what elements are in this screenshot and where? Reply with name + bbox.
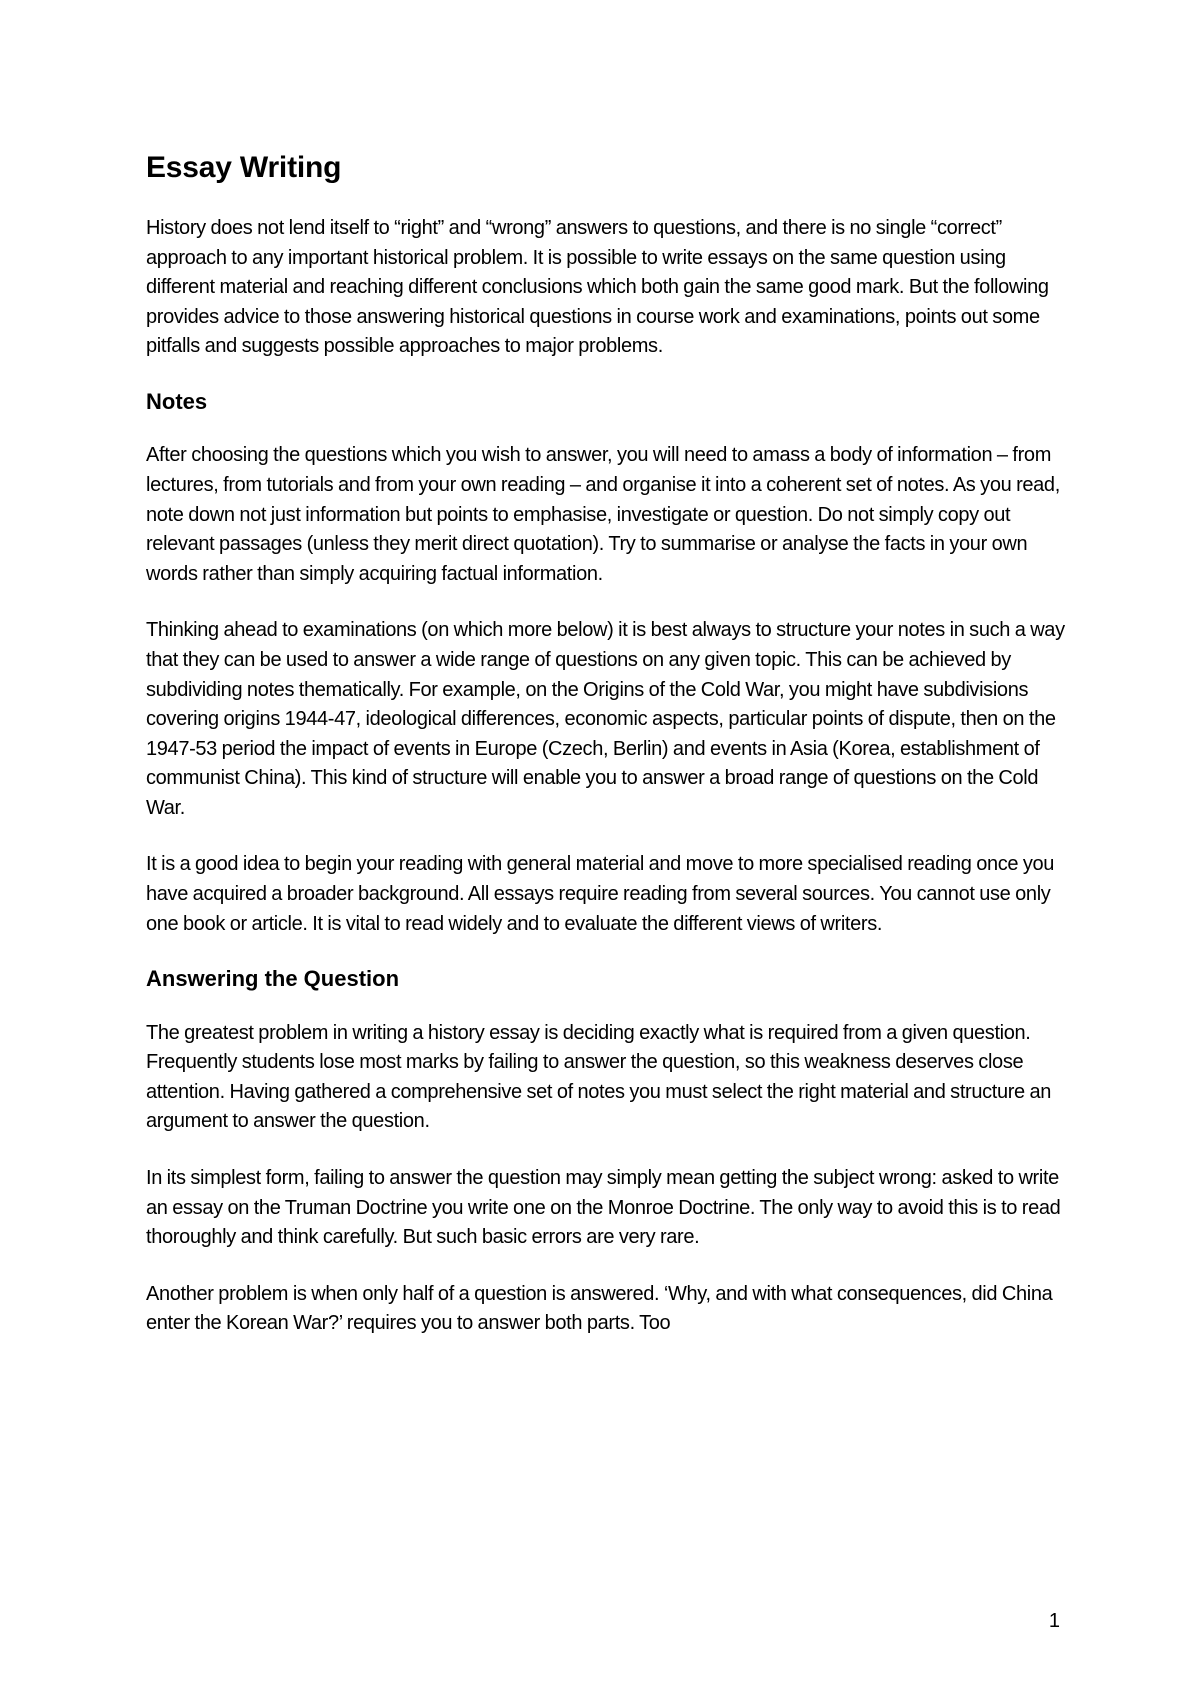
notes-paragraph: It is a good idea to begin your reading with general material and move to more specialised reading once you have acquired a broader background. All essays require reading from several sources. You cannot use only one book or article. It is vital to read widely and to evaluate the different views of writers. <box>146 853 1055 935</box>
page-number: 1 <box>1048 1610 1060 1632</box>
document-body <box>146 150 1071 1366</box>
section-heading-answering-the-question: Answering the Question <box>146 966 400 992</box>
document-title: Essay Writing <box>146 151 342 184</box>
notes-paragraph: After choosing the questions which you wish to answer, you will need to amass a body of information – from lectures, from tutorials and from your own reading – and organise it into a coherent set of notes. As you read, note down not just information but points to emphasise, investigate or question. Do not simply copy out relevant passages (unless they merit direct quotation). Try to summarise or analyse the facts in your own words rather than simply acquiring factual information. <box>146 444 1060 585</box>
intro-paragraph: History does not lend itself to “right” and “wrong” answers to questions, and there is no single “correct” approach to any important historical problem. It is possible to write essays on the same question using different material and reaching different conclusions which both gain the same good mark. But the following provides advice to those answering historical questions in course work and examinations, points out some pitfalls and suggests possible approaches to major problems. <box>146 217 1049 358</box>
answering-paragraph: In its simplest form, failing to answer the question may simply mean getting the subject wrong: asked to write an essay on the Truman Doctrine you write one on the Monroe Doctrine. The only way to avoid this is to read thoroughly and think carefully. But such basic errors are very rare. <box>146 1167 1061 1249</box>
notes-paragraph: Thinking ahead to examinations (on which more below) it is best always to structure your notes in such a way that they can be used to answer a wide range of questions on any given topic. This can be achieved by subdividing notes thematically. For example, on the Origins of the Cold War, you might have subdivisions covering origins 1944-47, ideological differences, economic aspects, particular points of dispute, then on the 1947-53 period the impact of events in Europe (Czech, Berlin) and events in Asia (Korea, establishment of communist China). This kind of structure will enable you to answer a broad range of questions on the Cold War. <box>146 619 1065 819</box>
section-heading-notes: Notes <box>146 388 208 414</box>
answering-paragraph: Another problem is when only half of a question is answered. ‘Why, and with what consequences, did China enter the Korean War?’ requires you to answer both parts. Too <box>146 1282 1053 1335</box>
answering-paragraph: The greatest problem in writing a history essay is deciding exactly what is required from a given question. Frequently students lose most marks by failing to answer the question, so this weakness deserves close attention. Having gathered a comprehensive set of notes you must select the right material and structure an argument to answer the question. <box>146 1021 1052 1133</box>
